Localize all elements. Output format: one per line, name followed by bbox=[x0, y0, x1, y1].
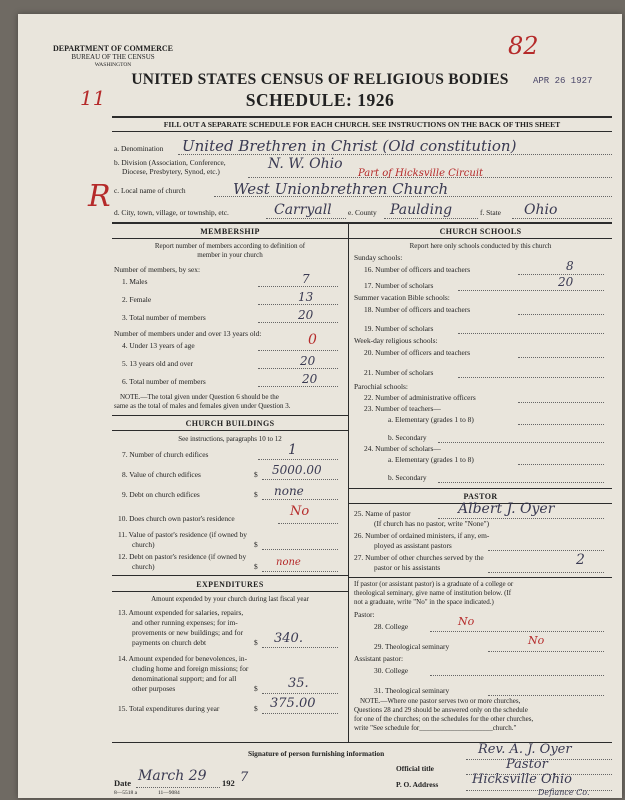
dotted-line bbox=[488, 651, 604, 652]
division-label-2: Diocese, Presbytery, Synod, etc.) bbox=[122, 167, 220, 176]
dotted-line bbox=[262, 479, 338, 480]
q25-label: 25. Name of pastor bbox=[354, 509, 411, 518]
rule bbox=[349, 577, 612, 578]
bureau-label: BUREAU OF THE CENSUS bbox=[71, 53, 155, 61]
q11-label-2: church) bbox=[132, 540, 155, 549]
rule bbox=[112, 116, 612, 118]
q14-label-3: denominational support; and for all bbox=[132, 674, 237, 683]
q10-label: 10. Does church own pastor's residence bbox=[118, 514, 235, 523]
instructions-line: FILL OUT A SEPARATE SCHEDULE FOR EACH CHURCH. SEE INSTRUCTIONS ON THE BACK OF THIS SHEET bbox=[163, 120, 561, 129]
q14-label-4: other purposes bbox=[132, 684, 176, 693]
column-divider bbox=[348, 222, 349, 742]
q5-value: 20 bbox=[300, 354, 316, 368]
summer-label: Summer vacation Bible schools: bbox=[354, 293, 450, 302]
membership-note: NOTE.—The total given under Question 6 should be the bbox=[120, 393, 279, 401]
dollar-sign: $ bbox=[254, 540, 258, 549]
dotted-line bbox=[262, 693, 338, 694]
q15-value: 375.00 bbox=[270, 696, 316, 711]
dotted-line bbox=[438, 482, 604, 483]
q13-label-2: and other running expenses; for im- bbox=[132, 618, 238, 627]
q6-label: 6. Total number of members bbox=[122, 377, 206, 386]
date-value: March 29 bbox=[138, 768, 207, 784]
dotted-line bbox=[430, 631, 604, 632]
dotted-line bbox=[430, 675, 604, 676]
dotted-line bbox=[488, 550, 604, 551]
rule bbox=[112, 222, 612, 224]
rule bbox=[349, 238, 612, 239]
form-title: UNITED STATES CENSUS OF RELIGIOUS BODIES bbox=[131, 71, 509, 88]
dotted-line bbox=[488, 572, 604, 573]
expenditures-intro: Amount expended by your church during last fiscal year bbox=[151, 595, 309, 603]
dotted-line bbox=[266, 218, 346, 219]
q12-label-2: church) bbox=[132, 562, 155, 571]
q29-label: 29. Theological seminary bbox=[374, 642, 450, 651]
q19-label: 19. Number of scholars bbox=[364, 324, 434, 333]
annotation-number: 82 bbox=[508, 32, 539, 60]
education-note: If pastor (or assistant pastor) is a graduate of a college or bbox=[354, 580, 514, 588]
dollar-sign: $ bbox=[254, 704, 258, 713]
q5-label: 5. 13 years old and over bbox=[122, 359, 194, 368]
dotted-line bbox=[262, 571, 338, 572]
received-date-stamp: APR 26 1927 bbox=[533, 76, 593, 86]
q13-label-3: provements or new buildings; and for bbox=[132, 628, 244, 637]
q4-label: 4. Under 13 years of age bbox=[122, 341, 195, 350]
date-label: Date bbox=[114, 778, 131, 788]
dotted-line bbox=[258, 304, 338, 305]
q24-label: 24. Number of scholars— bbox=[364, 444, 441, 453]
q20-label: 20. Number of officers and teachers bbox=[364, 348, 471, 357]
dotted-line bbox=[458, 333, 604, 334]
form-number-2: 11—9084 bbox=[158, 790, 180, 796]
q14-label: 14. Amount expended for benevolences, in- bbox=[118, 654, 248, 663]
church-name-value: West Unionbrethren Church bbox=[233, 180, 449, 198]
dotted-line bbox=[258, 459, 338, 460]
q25-value: Albert J. Oyer bbox=[458, 501, 555, 517]
q10-value: No bbox=[290, 504, 310, 519]
q23a-label: a. Elementary (grades 1 to 8) bbox=[388, 415, 474, 424]
q11-label: 11. Value of pastor's residence (if owned by bbox=[118, 530, 247, 539]
education-note-2: theological seminary, give name of institution below. (If bbox=[354, 589, 512, 597]
sunday-label: Sunday schools: bbox=[354, 253, 403, 262]
q9-value: none bbox=[274, 484, 304, 498]
division-value: N. W. Ohio bbox=[268, 156, 343, 172]
weekday-label: Week-day religious schools: bbox=[354, 336, 438, 345]
q27-value: 2 bbox=[576, 552, 585, 568]
city-label: WASHINGTON bbox=[94, 62, 132, 68]
q6-value: 20 bbox=[302, 372, 318, 386]
dotted-line bbox=[258, 350, 338, 351]
q29-value: No bbox=[528, 634, 545, 647]
q14-value: 35. bbox=[288, 676, 309, 691]
q28-label: 28. College bbox=[374, 622, 409, 631]
q8-value: 5000.00 bbox=[272, 463, 322, 477]
q12-value: none bbox=[276, 557, 301, 568]
q25-note: (If church has no pastor, write "None") bbox=[374, 519, 490, 528]
buildings-intro: See instructions, paragraphs 10 to 12 bbox=[178, 435, 282, 443]
po-address-county: Defiance Co. bbox=[538, 788, 590, 797]
q24b-label: b. Secondary bbox=[388, 473, 427, 482]
po-address-value: Hicksville Ohio bbox=[472, 772, 572, 787]
county-value: Paulding bbox=[390, 202, 453, 218]
census-schedule-sheet bbox=[18, 14, 622, 798]
q23-label: 23. Number of teachers— bbox=[364, 404, 441, 413]
dollar-sign: $ bbox=[254, 490, 258, 499]
dotted-line bbox=[438, 442, 604, 443]
state-label: f. State bbox=[480, 208, 501, 217]
q7-value: 1 bbox=[288, 442, 297, 458]
q26-label-2: ployed as assistant pastors bbox=[374, 541, 452, 550]
rule bbox=[349, 488, 612, 489]
city-value: Carryall bbox=[274, 202, 332, 218]
q8-label: 8. Value of church edifices bbox=[122, 470, 201, 479]
form-number: 8—5518 a bbox=[114, 790, 138, 796]
denomination-value: United Brethren in Christ (Old constitution) bbox=[182, 137, 517, 155]
q31-label: 31. Theological seminary bbox=[374, 686, 450, 695]
church-name-label: c. Local name of church bbox=[114, 186, 186, 195]
dotted-line bbox=[512, 218, 612, 219]
official-title-value: Pastor bbox=[506, 757, 548, 772]
schools-heading: CHURCH SCHOOLS bbox=[439, 227, 522, 236]
q16-value: 8 bbox=[566, 259, 574, 273]
denomination-label: a. Denomination bbox=[114, 144, 164, 153]
annotation-r: R bbox=[88, 179, 111, 214]
city-label: d. City, town, village, or township, etc. bbox=[114, 208, 229, 217]
pastor-note-4: write "See schedule for_____________________church." bbox=[354, 724, 517, 732]
q2-label: 2. Female bbox=[122, 295, 152, 304]
parochial-label: Parochial schools: bbox=[354, 382, 408, 391]
rule bbox=[112, 415, 348, 416]
pastor-sub-label: Pastor: bbox=[354, 610, 375, 619]
membership-heading: MEMBERSHIP bbox=[200, 227, 260, 236]
dotted-line bbox=[278, 523, 338, 524]
q22-label: 22. Number of administrative officers bbox=[364, 393, 476, 402]
annotation-eleven: 11 bbox=[80, 86, 106, 110]
pastor-heading: PASTOR bbox=[463, 492, 498, 501]
dotted-line bbox=[262, 713, 338, 714]
pastor-note-2: Questions 28 and 29 should be answered only on the schedule bbox=[354, 706, 528, 714]
q17-label: 17. Number of scholars bbox=[364, 281, 434, 290]
dollar-sign: $ bbox=[254, 638, 258, 647]
q13-value: 340. bbox=[274, 631, 303, 646]
dotted-line bbox=[262, 549, 338, 550]
q1-value: 7 bbox=[302, 272, 310, 286]
membership-note-2: same as the total of males and females given under Question 3. bbox=[114, 402, 291, 410]
q12-label: 12. Debt on pastor's residence (if owned by bbox=[118, 552, 247, 561]
signature-value: Rev. A. J. Oyer bbox=[478, 742, 572, 757]
dotted-line bbox=[458, 377, 604, 378]
dotted-line bbox=[258, 386, 338, 387]
rule bbox=[112, 591, 348, 592]
q16-label: 16. Number of officers and teachers bbox=[364, 265, 471, 274]
q26-label: 26. Number of ordained ministers, if any, em- bbox=[354, 531, 490, 540]
q13-label-4: payments on church debt bbox=[132, 638, 207, 647]
q2-value: 13 bbox=[298, 290, 314, 304]
rule bbox=[112, 575, 348, 576]
year-prefix: 192 bbox=[222, 778, 235, 788]
division-annotation: Part of Hicksville Circuit bbox=[358, 168, 484, 179]
q14-label-2: cluding home and foreign missions; for bbox=[132, 664, 249, 673]
dotted-line bbox=[262, 499, 338, 500]
division-label: b. Division (Association, Conference, bbox=[114, 158, 226, 167]
dollar-sign: $ bbox=[254, 684, 258, 693]
official-title-label: Official title bbox=[396, 764, 434, 773]
q9-label: 9. Debt on church edifices bbox=[122, 490, 200, 499]
by-sex-label: Number of members, by sex: bbox=[114, 265, 200, 274]
q24a-label: a. Elementary (grades 1 to 8) bbox=[388, 455, 474, 464]
q21-label: 21. Number of scholars bbox=[364, 368, 434, 377]
dotted-line bbox=[262, 647, 338, 648]
age-header: Number of members under and over 13 years old: bbox=[114, 329, 262, 338]
rule bbox=[112, 131, 612, 132]
signature-label: Signature of person furnishing information bbox=[248, 749, 385, 758]
pastor-note: NOTE.—Where one pastor serves two or more churches, bbox=[360, 697, 521, 705]
dotted-line bbox=[136, 787, 220, 788]
dotted-line bbox=[518, 357, 604, 358]
dotted-line bbox=[518, 402, 604, 403]
pastor-note-3: for one of the churches; on the schedules for the other churches, bbox=[354, 715, 534, 723]
q27-label-2: pastor or his assistants bbox=[374, 563, 441, 572]
department-label: DEPARTMENT OF COMMERCE bbox=[52, 44, 173, 53]
education-note-3: not a graduate, write "No" in the space indicated.) bbox=[354, 598, 494, 606]
schedule-title: SCHEDULE: 1926 bbox=[245, 90, 395, 110]
year-suffix: 7 bbox=[240, 770, 249, 785]
dotted-line bbox=[488, 695, 604, 696]
q3-label: 3. Total number of members bbox=[122, 313, 206, 322]
q28-value: No bbox=[458, 615, 475, 628]
q23b-label: b. Secondary bbox=[388, 433, 427, 442]
rule bbox=[112, 238, 348, 239]
membership-intro-2: member in your church bbox=[197, 251, 263, 259]
q4-value: 0 bbox=[308, 332, 317, 348]
q27-label: 27. Number of other churches served by the bbox=[354, 553, 484, 562]
dotted-line bbox=[384, 218, 478, 219]
membership-intro: Report number of members according to definition of bbox=[154, 242, 306, 250]
q18-label: 18. Number of officers and teachers bbox=[364, 305, 471, 314]
assistant-sub-label: Assistant pastor: bbox=[354, 654, 404, 663]
state-value: Ohio bbox=[524, 202, 558, 218]
po-address-label: P. O. Address bbox=[396, 780, 439, 789]
expenditures-heading: EXPENDITURES bbox=[196, 580, 264, 589]
schools-intro: Report here only schools conducted by this church bbox=[409, 242, 552, 250]
dotted-line bbox=[518, 314, 604, 315]
dotted-line bbox=[258, 322, 338, 323]
dollar-sign: $ bbox=[254, 562, 258, 571]
dotted-line bbox=[518, 424, 604, 425]
dotted-line bbox=[518, 464, 604, 465]
q13-label: 13. Amount expended for salaries, repairs, bbox=[118, 608, 244, 617]
q7-label: 7. Number of church edifices bbox=[122, 450, 209, 459]
q17-value: 20 bbox=[558, 275, 574, 289]
dotted-line bbox=[258, 368, 338, 369]
county-label: e. County bbox=[348, 208, 377, 217]
dotted-line bbox=[258, 286, 338, 287]
buildings-heading: CHURCH BUILDINGS bbox=[185, 419, 275, 428]
q30-label: 30. College bbox=[374, 666, 409, 675]
dotted-line bbox=[458, 290, 604, 291]
q15-label: 15. Total expenditures during year bbox=[118, 704, 220, 713]
q3-value: 20 bbox=[298, 308, 314, 322]
q1-label: 1. Males bbox=[122, 277, 148, 286]
rule bbox=[112, 430, 348, 431]
dollar-sign: $ bbox=[254, 470, 258, 479]
